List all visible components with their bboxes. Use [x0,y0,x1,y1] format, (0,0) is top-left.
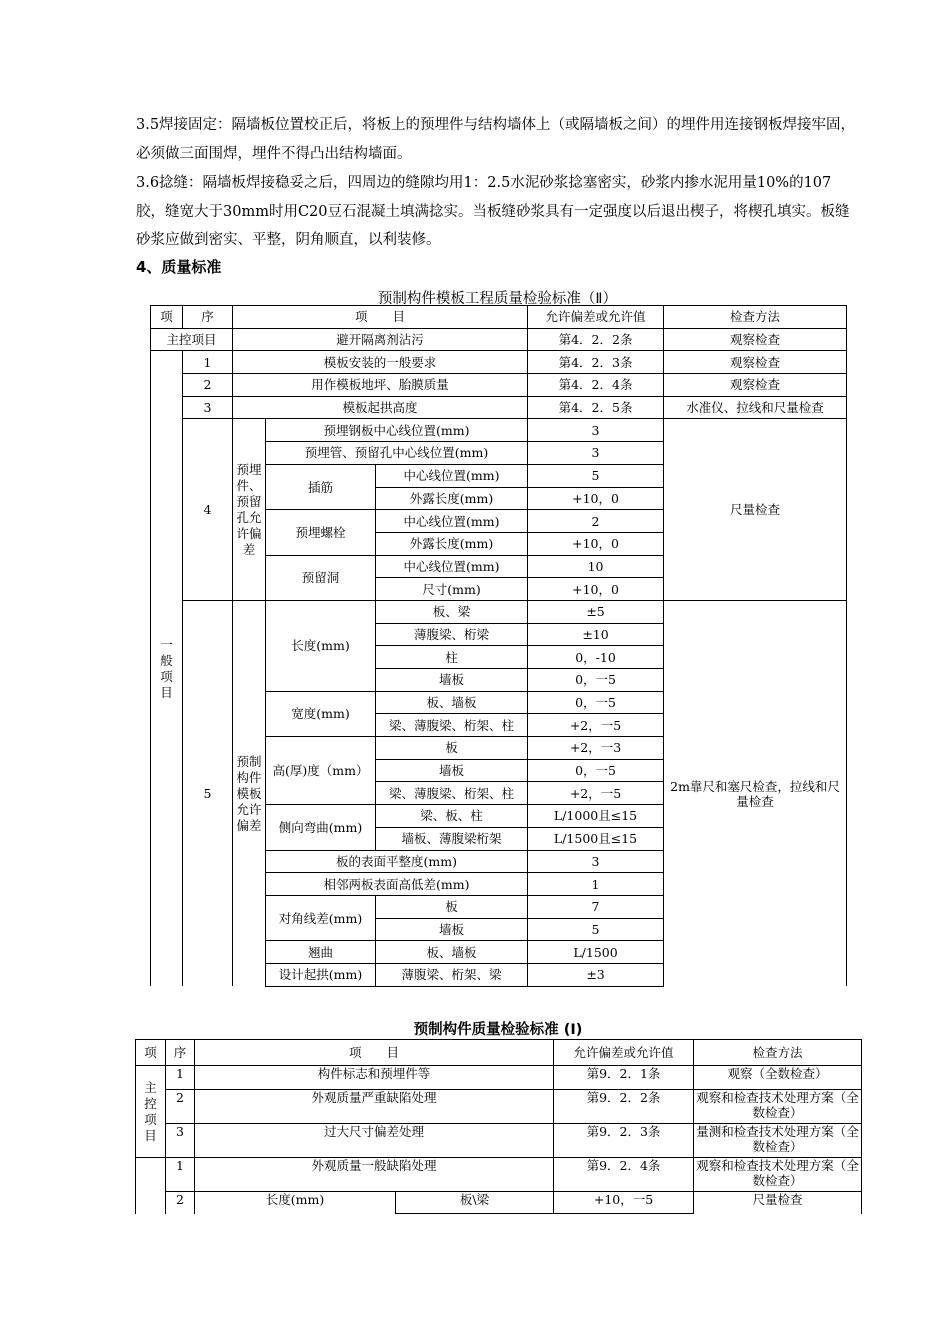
cell-item: 过大尺寸偏差处理 [195,1124,554,1158]
cell-method: 观察（全数检查） [694,1066,862,1090]
cell-subitem: 中心线位置(mm) [376,510,528,533]
cell-item: 构件标志和预埋件等 [195,1066,554,1090]
cell-item: 插筋 [266,464,376,509]
cell-item: 宽度(mm) [266,691,376,736]
cell-item: 外观质量一般缺陷处理 [195,1158,554,1192]
cell-method: 尺量检查 [664,419,847,601]
header-xu: 序 [166,1040,195,1066]
header-method: 检查方法 [664,306,847,329]
cell-tolerance: 3 [528,850,664,873]
cell-no: 4 [183,419,233,601]
cell-item: 设计起拱(mm) [266,963,376,986]
cell-tolerance: 第9．2．3条 [554,1124,694,1158]
header-item: 项 目 [195,1040,554,1066]
cell-no: 3 [183,396,233,419]
cell-tolerance: 1 [528,873,664,896]
cell-item: 翘曲 [266,941,376,964]
cell-subitem: 柱 [376,646,528,669]
cell-item: 外观质量严重缺陷处理 [195,1090,554,1124]
cell-subitem: 板\梁 [396,1192,554,1214]
cell-subitem: 板 [376,737,528,760]
cell-no: 1 [183,351,233,374]
cell-tolerance: 7 [528,895,664,918]
cell-subitem: 墙板 [376,669,528,692]
cell-tolerance: 0，一5 [528,691,664,714]
component-quality-table [135,1039,862,1214]
cell-tolerance: +10，0 [528,487,664,510]
header-xiang: 项 [151,306,183,329]
cell-tolerance: 3 [528,442,664,465]
cell-subitem: 薄腹梁、桁梁 [376,623,528,646]
cell-method: 2m靠尺和塞尺检查，拉线和尺量检查 [664,600,847,986]
cell-item: 板的表面平整度(mm) [266,850,528,873]
cell-item: 预留洞 [266,555,376,600]
cell-method: 观察检查 [664,328,847,351]
table2-title: 预制构件质量检验标准 (I) [413,1022,583,1038]
cell-item: 侧向弯曲(mm) [266,805,376,850]
group4-label: 预埋件、预留孔允许偏差 [233,419,266,601]
cell-no: 2 [183,374,233,397]
cell-method: 水准仪、拉线和尺量检查 [664,396,847,419]
cell-tolerance: 5 [528,464,664,487]
paragraph-welding: 3.5焊接固定：隔墙板位置校正后，将板上的预埋件与结构墙体上（或隔墙板之间）的埋件用连接钢板焊接牢固，必须做三面围焊，埋件不得凸出结构墙面。 [136,117,856,162]
general-label: 一般项目 [151,351,183,986]
group5-label: 预制构件模板允许偏差 [233,600,266,986]
cell-tolerance: 0，-10 [528,646,664,669]
table1-title: 预制构件模板工程质量检验标准（Ⅱ） [377,291,618,307]
cell-item: 模板起拱高度 [233,396,528,419]
header-xiang: 项 [136,1040,166,1066]
cell-subitem: 梁、薄腹梁、桁架、柱 [376,782,528,805]
cell-tolerance: +10，一5 [554,1192,694,1214]
header-tolerance: 允许偏差或允许值 [528,306,664,329]
cell-tolerance: 第4．2．3条 [528,351,664,374]
formwork-quality-table [150,305,847,987]
cell-item: 用作模板地坪、胎膜质量 [233,374,528,397]
paragraph-caulking: 3.6捻缝：隔墙板焊接稳妥之后，四周边的缝隙均用1：2.5水泥砂浆捻塞密实，砂浆内掺水泥用量10%的107胶，缝宽大于30mm时用C20豆石混凝土填满捻实。当板缝砂浆具有一定强度以后退出楔子，将楔孔填实。板缝砂浆应做到密实、平整，阴角顺直，以利装修。 [136,175,850,248]
cell-tolerance: +2，一5 [528,714,664,737]
cell-no: 1 [166,1066,195,1090]
cell-method: 观察检查 [664,374,847,397]
cell-method: 量测和检查技术处理方案（全数检查） [694,1124,862,1158]
cell-item: 相邻两板表面高低差(mm) [266,873,528,896]
section-heading: 4、质量标准 [136,258,222,276]
cell-tolerance: 0，一5 [528,759,664,782]
cell-method: 观察和检查技术处理方案（全数检查） [694,1158,862,1192]
cell-no: 1 [166,1158,195,1192]
cell-tolerance: ±5 [528,600,664,623]
cell-subitem: 墙板 [376,918,528,941]
cell-item: 对角线差(mm) [266,895,376,940]
cell-subitem: 板 [376,895,528,918]
cell-subitem: 板、墙板 [376,941,528,964]
cell-subitem: 中心线位置(mm) [376,464,528,487]
cell-no: 2 [166,1090,195,1124]
cell-no: 2 [166,1192,195,1214]
cell-tolerance: 第4．2．4条 [528,374,664,397]
header-tolerance: 允许偏差或允许值 [554,1040,694,1066]
general-label-blank [136,1158,166,1214]
cell-subitem: 外露长度(mm) [376,532,528,555]
cell-tolerance: +2，一3 [528,737,664,760]
cell-tolerance: 0，一5 [528,669,664,692]
cell-tolerance: 第9．2．1条 [554,1066,694,1090]
cell-tolerance: 第4．2．2条 [528,328,664,351]
cell-item: 预埋螺栓 [266,510,376,555]
cell-item: 模板安装的一般要求 [233,351,528,374]
cell-tolerance: 10 [528,555,664,578]
cell-tolerance: ±3 [528,963,664,986]
header-item: 项 目 [233,306,528,329]
cell-subitem: 梁、板、柱 [376,805,528,828]
cell-tolerance: 第9．2．4条 [554,1158,694,1192]
cell-tolerance: 2 [528,510,664,533]
cell-tolerance: 3 [528,419,664,442]
cell-method: 观察和检查技术处理方案（全数检查） [694,1090,862,1124]
cell-tolerance: L/1000且≤15 [528,805,664,828]
main-control-label: 主控项目 [151,328,233,351]
cell-method: 观察检查 [664,351,847,374]
cell-tolerance: +2，一5 [528,782,664,805]
cell-item: 长度(mm) [266,600,376,691]
cell-item: 预埋管、预留孔中心线位置(mm) [266,442,528,465]
cell-tolerance: ±10 [528,623,664,646]
cell-tolerance: L/1500 [528,941,664,964]
cell-item: 长度(mm) [195,1192,396,1214]
cell-subitem: 梁、薄腹梁、桁架、柱 [376,714,528,737]
cell-subitem: 薄腹梁、桁架、梁 [376,963,528,986]
cell-method: 尺量检查 [694,1192,862,1214]
cell-subitem: 尺寸(mm) [376,578,528,601]
cell-tolerance: 5 [528,918,664,941]
cell-subitem: 板、梁 [376,600,528,623]
main-control-label: 主控项目 [136,1066,166,1158]
cell-tolerance: L/1500且≤15 [528,827,664,850]
cell-subitem: 中心线位置(mm) [376,555,528,578]
cell-no: 3 [166,1124,195,1158]
cell-tolerance: 第4．2．5条 [528,396,664,419]
cell-subitem: 外露长度(mm) [376,487,528,510]
cell-subitem: 墙板 [376,759,528,782]
cell-subitem: 墙板、薄腹梁桁架 [376,827,528,850]
cell-tolerance: 第9．2．2条 [554,1090,694,1124]
cell-tolerance: +10，0 [528,532,664,555]
cell-item: 预埋钢板中心线位置(mm) [266,419,528,442]
cell-tolerance: +10，0 [528,578,664,601]
cell-item: 高(厚)度（mm） [266,737,376,805]
cell-item: 避开隔离剂沾污 [233,328,528,351]
cell-subitem: 板、墙板 [376,691,528,714]
header-xu: 序 [183,306,233,329]
cell-no: 5 [183,600,233,986]
header-method: 检查方法 [694,1040,862,1066]
